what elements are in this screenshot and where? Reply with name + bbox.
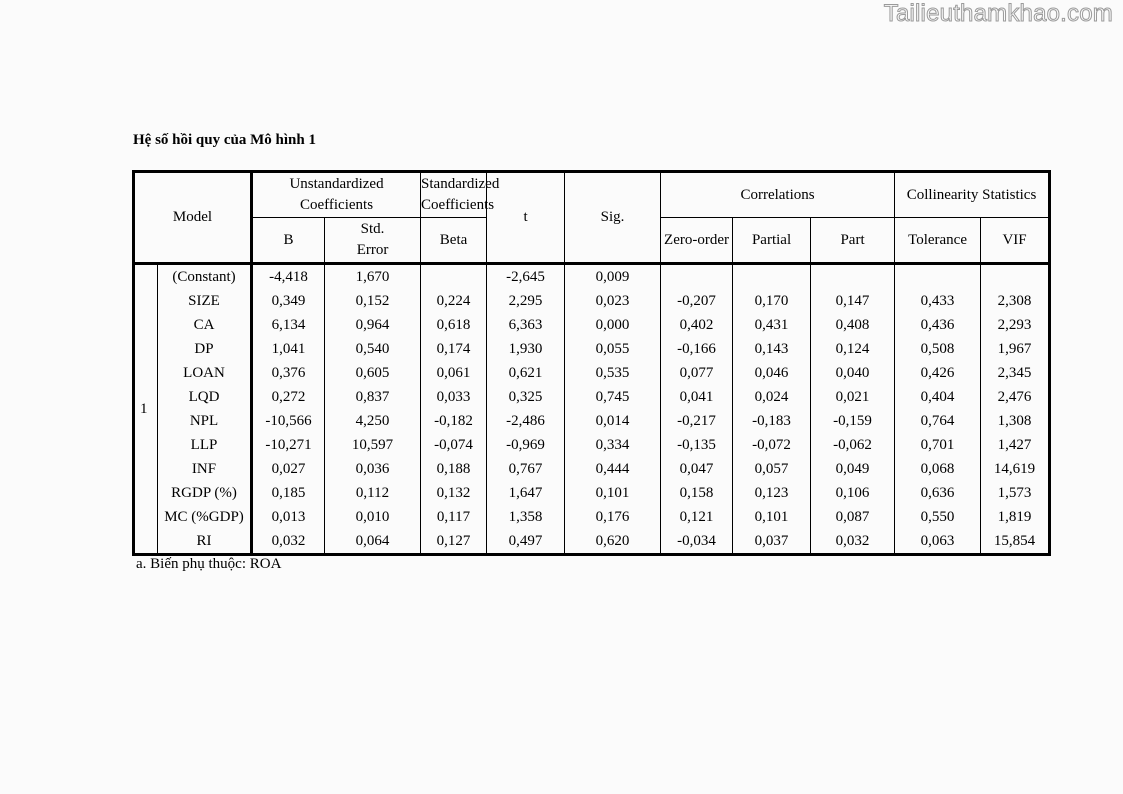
- part-cell: -0,062: [811, 433, 895, 457]
- std-error-cell: 10,597: [325, 433, 421, 457]
- vif-cell: 2,345: [981, 361, 1050, 385]
- header-beta: Beta: [421, 218, 487, 264]
- zero-order-cell: 0,121: [661, 505, 733, 529]
- beta-cell: 0,033: [421, 385, 487, 409]
- zero-order-cell: 0,041: [661, 385, 733, 409]
- variable-name-cell: SIZE: [158, 289, 252, 313]
- sig-cell: 0,014: [565, 409, 661, 433]
- partial-cell: 0,037: [733, 529, 811, 555]
- t-cell: 1,647: [487, 481, 565, 505]
- b-cell: -4,418: [252, 264, 325, 290]
- part-cell: [811, 264, 895, 290]
- b-cell: 6,134: [252, 313, 325, 337]
- table-row: [134, 337, 1050, 361]
- tolerance-cell: 0,508: [895, 337, 981, 361]
- header-standardized-line1: Standardized: [421, 176, 500, 192]
- std-error-cell: 0,112: [325, 481, 421, 505]
- b-cell: -10,566: [252, 409, 325, 433]
- zero-order-cell: -0,135: [661, 433, 733, 457]
- table-row: [134, 433, 1050, 457]
- table-row: [134, 313, 1050, 337]
- partial-cell: 0,143: [733, 337, 811, 361]
- header-std-error-line1: Std.: [360, 221, 385, 237]
- std-error-cell: 0,036: [325, 457, 421, 481]
- part-cell: 0,021: [811, 385, 895, 409]
- vif-cell: 2,308: [981, 289, 1050, 313]
- zero-order-cell: 0,158: [661, 481, 733, 505]
- t-cell: -2,645: [487, 264, 565, 290]
- header-collinearity: Collinearity Statistics: [895, 172, 1050, 218]
- sig-cell: 0,535: [565, 361, 661, 385]
- part-cell: 0,147: [811, 289, 895, 313]
- header-tolerance: Tolerance: [895, 218, 981, 264]
- part-cell: -0,159: [811, 409, 895, 433]
- sig-cell: 0,444: [565, 457, 661, 481]
- b-cell: -10,271: [252, 433, 325, 457]
- zero-order-cell: -0,207: [661, 289, 733, 313]
- sig-cell: 0,334: [565, 433, 661, 457]
- sig-cell: 0,176: [565, 505, 661, 529]
- partial-cell: 0,024: [733, 385, 811, 409]
- part-cell: 0,087: [811, 505, 895, 529]
- beta-cell: 0,188: [421, 457, 487, 481]
- variable-name-cell: DP: [158, 337, 252, 361]
- b-cell: 0,185: [252, 481, 325, 505]
- variable-name-cell: MC (%GDP): [158, 505, 252, 529]
- table-row: [134, 529, 1050, 555]
- header-b: B: [252, 218, 325, 264]
- part-cell: 0,049: [811, 457, 895, 481]
- table-title: Hệ số hồi quy của Mô hình 1: [133, 132, 316, 148]
- t-cell: 2,295: [487, 289, 565, 313]
- header-zero-order: Zero-order: [661, 218, 733, 264]
- sig-cell: 0,000: [565, 313, 661, 337]
- tolerance-cell: 0,764: [895, 409, 981, 433]
- sig-cell: 0,055: [565, 337, 661, 361]
- b-cell: 1,041: [252, 337, 325, 361]
- partial-cell: 0,057: [733, 457, 811, 481]
- header-std-error: [325, 218, 421, 264]
- header-unstandardized-line1: Unstandardized: [289, 176, 384, 192]
- std-error-cell: 0,540: [325, 337, 421, 361]
- b-cell: 0,349: [252, 289, 325, 313]
- zero-order-cell: -0,034: [661, 529, 733, 555]
- header-row-1: [134, 172, 1050, 218]
- table-row: [134, 264, 1050, 290]
- beta-cell: [421, 264, 487, 290]
- t-cell: 1,358: [487, 505, 565, 529]
- part-cell: 0,124: [811, 337, 895, 361]
- partial-cell: -0,072: [733, 433, 811, 457]
- header-correlations: Correlations: [661, 172, 895, 218]
- zero-order-cell: 0,047: [661, 457, 733, 481]
- header-model: Model: [134, 172, 252, 264]
- header-standardized-line2: Coefficients: [421, 197, 495, 213]
- part-cell: 0,032: [811, 529, 895, 555]
- table-row: [134, 361, 1050, 385]
- zero-order-cell: [661, 264, 733, 290]
- variable-name-cell: LLP: [158, 433, 252, 457]
- tolerance-cell: 0,063: [895, 529, 981, 555]
- sig-cell: 0,009: [565, 264, 661, 290]
- header-vif: VIF: [981, 218, 1050, 264]
- vif-cell: 14,619: [981, 457, 1050, 481]
- table-row: [134, 505, 1050, 529]
- table-row: [134, 481, 1050, 505]
- b-cell: 0,027: [252, 457, 325, 481]
- partial-cell: 0,046: [733, 361, 811, 385]
- header-t: t: [487, 172, 565, 264]
- table-body: [134, 264, 1050, 555]
- table-row: [134, 289, 1050, 313]
- std-error-cell: 4,250: [325, 409, 421, 433]
- beta-cell: -0,074: [421, 433, 487, 457]
- b-cell: 0,032: [252, 529, 325, 555]
- footnote: a. Biến phụ thuộc: ROA: [136, 556, 282, 572]
- std-error-cell: 0,964: [325, 313, 421, 337]
- partial-cell: 0,123: [733, 481, 811, 505]
- vif-cell: 1,427: [981, 433, 1050, 457]
- vif-cell: 1,819: [981, 505, 1050, 529]
- model-number-cell: 1: [134, 264, 158, 555]
- watermark-text: Tailieuthamkhao.com: [883, 0, 1113, 27]
- vif-cell: [981, 264, 1050, 290]
- beta-cell: 0,117: [421, 505, 487, 529]
- header-unstandardized: [252, 172, 421, 218]
- variable-name-cell: CA: [158, 313, 252, 337]
- zero-order-cell: 0,402: [661, 313, 733, 337]
- beta-cell: 0,174: [421, 337, 487, 361]
- header-standardized: [421, 172, 500, 218]
- std-error-cell: 0,837: [325, 385, 421, 409]
- header-sig: Sig.: [565, 172, 661, 264]
- t-cell: -0,969: [487, 433, 565, 457]
- b-cell: 0,013: [252, 505, 325, 529]
- t-cell: -2,486: [487, 409, 565, 433]
- vif-cell: 1,573: [981, 481, 1050, 505]
- partial-cell: 0,101: [733, 505, 811, 529]
- tolerance-cell: 0,404: [895, 385, 981, 409]
- vif-cell: 15,854: [981, 529, 1050, 555]
- std-error-cell: 0,010: [325, 505, 421, 529]
- std-error-cell: 0,152: [325, 289, 421, 313]
- tolerance-cell: 0,068: [895, 457, 981, 481]
- sig-cell: 0,101: [565, 481, 661, 505]
- part-cell: 0,408: [811, 313, 895, 337]
- t-cell: 6,363: [487, 313, 565, 337]
- tolerance-cell: 0,433: [895, 289, 981, 313]
- beta-cell: 0,061: [421, 361, 487, 385]
- partial-cell: 0,170: [733, 289, 811, 313]
- header-unstandardized-line2: Coefficients: [300, 197, 374, 213]
- variable-name-cell: RGDP (%): [158, 481, 252, 505]
- part-cell: 0,040: [811, 361, 895, 385]
- variable-name-cell: (Constant): [158, 264, 252, 290]
- beta-cell: -0,182: [421, 409, 487, 433]
- vif-cell: 1,308: [981, 409, 1050, 433]
- header-part: Part: [811, 218, 895, 264]
- vif-cell: 2,476: [981, 385, 1050, 409]
- header-std-error-line2: Error: [356, 242, 389, 258]
- beta-cell: 0,224: [421, 289, 487, 313]
- variable-name-cell: LQD: [158, 385, 252, 409]
- part-cell: 0,106: [811, 481, 895, 505]
- tolerance-cell: 0,426: [895, 361, 981, 385]
- beta-cell: 0,132: [421, 481, 487, 505]
- zero-order-cell: -0,217: [661, 409, 733, 433]
- vif-cell: 1,967: [981, 337, 1050, 361]
- t-cell: 0,325: [487, 385, 565, 409]
- sig-cell: 0,023: [565, 289, 661, 313]
- tolerance-cell: 0,701: [895, 433, 981, 457]
- tolerance-cell: 0,636: [895, 481, 981, 505]
- table-row: [134, 409, 1050, 433]
- partial-cell: 0,431: [733, 313, 811, 337]
- b-cell: 0,272: [252, 385, 325, 409]
- tolerance-cell: 0,436: [895, 313, 981, 337]
- zero-order-cell: 0,077: [661, 361, 733, 385]
- zero-order-cell: -0,166: [661, 337, 733, 361]
- tolerance-cell: 0,550: [895, 505, 981, 529]
- table-row: [134, 457, 1050, 481]
- variable-name-cell: INF: [158, 457, 252, 481]
- header-partial: Partial: [733, 218, 811, 264]
- beta-cell: 0,618: [421, 313, 487, 337]
- vif-cell: 2,293: [981, 313, 1050, 337]
- variable-name-cell: RI: [158, 529, 252, 555]
- std-error-cell: 0,605: [325, 361, 421, 385]
- variable-name-cell: LOAN: [158, 361, 252, 385]
- t-cell: 0,497: [487, 529, 565, 555]
- variable-name-cell: NPL: [158, 409, 252, 433]
- sig-cell: 0,620: [565, 529, 661, 555]
- t-cell: 0,767: [487, 457, 565, 481]
- coefficients-table: [132, 170, 1051, 556]
- beta-cell: 0,127: [421, 529, 487, 555]
- sig-cell: 0,745: [565, 385, 661, 409]
- std-error-cell: 0,064: [325, 529, 421, 555]
- partial-cell: [733, 264, 811, 290]
- std-error-cell: 1,670: [325, 264, 421, 290]
- t-cell: 0,621: [487, 361, 565, 385]
- table-row: [134, 385, 1050, 409]
- partial-cell: -0,183: [733, 409, 811, 433]
- b-cell: 0,376: [252, 361, 325, 385]
- t-cell: 1,930: [487, 337, 565, 361]
- tolerance-cell: [895, 264, 981, 290]
